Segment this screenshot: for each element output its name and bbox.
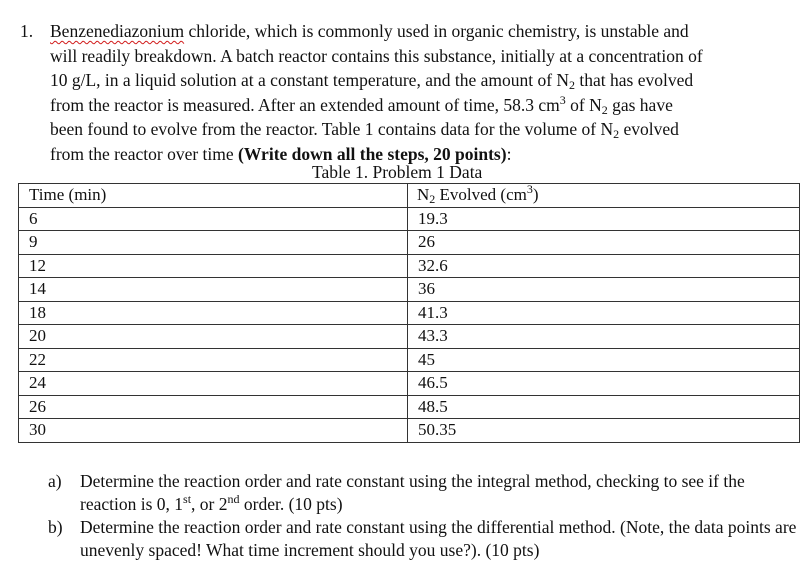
cell-n2: 46.5 [408, 372, 800, 396]
cell-n2: 36 [408, 278, 800, 302]
cell-n2: 26 [408, 231, 800, 255]
table-row [19, 395, 800, 419]
subquestion-text: Determine the reaction order and rate constant using the integral method, checking to see if the reaction is 0, 1st, or 2nd order. (10 pts) [80, 471, 745, 514]
cell-n2: 50.35 [408, 419, 800, 443]
superscript-3: 3 [559, 92, 566, 107]
table-row [19, 231, 800, 255]
subquestion-text: Determine the reaction order and rate constant using the differential method. (Note, the data points are unevenly spaced! What time increment should you use?). (10 pts) [80, 517, 797, 560]
table-row [19, 372, 800, 396]
problem-statement [50, 19, 804, 166]
table-row [19, 325, 800, 349]
spellcheck-flagged-word[interactable]: Benzenediazonium [50, 21, 185, 41]
table-caption: Table 1. Problem 1 Data [312, 162, 483, 182]
statement-text-b: that has evolved from the reactor is measured. After an extended amount of time, 58.3 cm [50, 70, 694, 115]
cell-n2: 19.3 [408, 207, 800, 231]
cell-time: 14 [19, 278, 408, 302]
cell-n2: 32.6 [408, 254, 800, 278]
cell-n2: 43.3 [408, 325, 800, 349]
table-row [19, 278, 800, 302]
subscript-2: 2 [601, 102, 608, 117]
statement-text-e: evolved from the reactor over time [50, 119, 679, 164]
cell-time: 26 [19, 395, 408, 419]
subquestion-a [48, 470, 800, 515]
table-header-row [19, 184, 800, 208]
table-row [19, 419, 800, 443]
table-row [19, 207, 800, 231]
subquestion-list [48, 470, 800, 562]
statement-text-end: : [506, 143, 512, 164]
cell-time: 24 [19, 372, 408, 396]
cell-n2: 48.5 [408, 395, 800, 419]
statement-text-d: gas have been found to evolve from the reactor. Table 1 contains data for the volume of N [50, 94, 673, 139]
bold-instruction: (Write down all the steps, 20 points) [238, 143, 507, 164]
cell-time: 30 [19, 419, 408, 443]
cell-n2: 45 [408, 348, 800, 372]
statement-text-c: of N [565, 94, 602, 115]
table-row [19, 348, 800, 372]
table-row [19, 254, 800, 278]
header-n2-evolved: $N_2$ Evolved $(cm^3)$ [408, 184, 800, 208]
cell-time: 22 [19, 348, 408, 372]
subquestion-b [48, 516, 800, 561]
cell-time: 18 [19, 301, 408, 325]
cell-n2: 41.3 [408, 301, 800, 325]
table-row [19, 301, 800, 325]
subscript-2: 2 [569, 78, 576, 92]
subquestion-letter: b) [48, 517, 63, 537]
problem-number: 1. [20, 21, 34, 41]
header-time: Time (min) [19, 184, 408, 208]
subscript-2: 2 [613, 127, 620, 141]
statement-text-a: chloride, which is commonly used in organic chemistry, is unstable and will readily breakdown. A batch reactor contains this substance, initially at a concentration of 10 g/L, in a liquid solution at a constant temperature, and the amount of N [50, 21, 703, 90]
cell-time: 6 [19, 207, 408, 231]
cell-time: 9 [19, 231, 408, 255]
cell-time: 20 [19, 325, 408, 349]
subquestion-letter: a) [48, 471, 62, 491]
cell-time: 12 [19, 254, 408, 278]
data-table [18, 183, 800, 443]
